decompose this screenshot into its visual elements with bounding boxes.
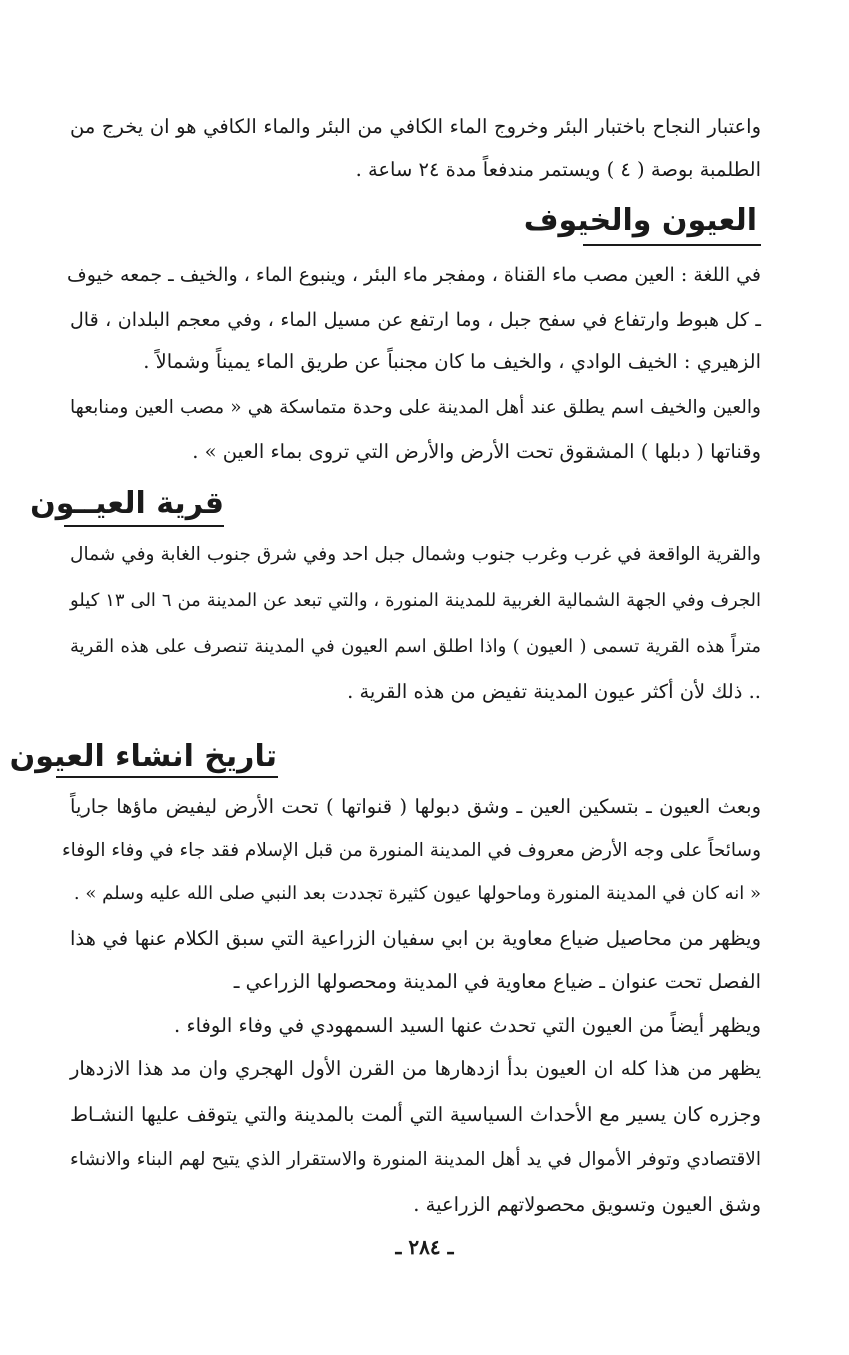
heading-underline <box>583 244 761 246</box>
section-heading-history: تاريخ انشاء العيون <box>9 739 277 774</box>
section1-line-2: ـ كل هبوط وارتفاع في سفح جبل ، وما ارتفع عن مسيل الماء ، وفي معجم البلدان ، قال <box>70 309 761 331</box>
section2-line-4: .. ذلك لأن أكثر عيون المدينة تفيض من هذه القرية . <box>347 680 761 703</box>
section1-line-3: الزهيري : الخيف الوادي ، والخيف ما كان مجنباً عن طريق الماء يميناً وشمالاً . <box>143 350 761 373</box>
section3-line-3: « انه كان في المدينة المنورة وماحولها عيون كثيرة تجددت بعد النبي صلى الله عليه وسلم » . <box>73 883 761 904</box>
section2-line-2: الجرف وفي الجهة الشمالية الغربية للمدينة المنورة ، والتي تبعد عن المدينة من ٦ الى ١٣ كيلو <box>70 590 762 611</box>
intro-line-1: واعتبار النجاح باختبار البئر وخروج الماء الكافي من البئر والماء الكافي هو ان يخرج من <box>70 115 761 138</box>
heading-underline <box>64 525 224 527</box>
page-number: ـ ٢٨٤ ـ <box>395 1235 454 1259</box>
section-heading-springs: العيون والخيوف <box>523 203 757 238</box>
section3-line-8: وجزره كان يسير مع الأحداث السياسية التي ألمت بالمدينة والتي يتوقف عليها النشـاط <box>70 1103 761 1126</box>
section3-line-6: ويظهر أيضاً من العيون التي تحدث عنها السيد السمهودي في وفاء الوفاء . <box>174 1014 761 1037</box>
section1-line-4: والعين والخيف اسم يطلق عند أهل المدينة على وحدة متماسكة هي « مصب العين ومنابعها <box>70 397 761 418</box>
section3-line-2: وسائحاً على وجه الأرض معروف في المدينة المنورة من قبل الإسلام فقد جاء في وفاء الوفاء <box>61 840 761 861</box>
section3-line-9: الاقتصادي وتوفر الأموال في يد أهل المدينة المنورة والاستقرار الذي يتيح لهم البناء والانشاء <box>70 1149 761 1170</box>
intro-line-2: الطلمبة بوصة ( ٤ ) ويستمر مندفعاً مدة ٢٤ ساعة . <box>355 158 761 181</box>
section1-line-1: في اللغة : العين مصب ماء القناة ، ومفجر ماء البئر ، وينبوع الماء ، والخيف ـ جمعه خيوف <box>67 264 761 286</box>
section3-line-4: ويظهر من محاصيل ضياع معاوية بن ابي سفيان الزراعية التي سبق الكلام عنها في هذا <box>70 927 761 950</box>
section3-line-5: الفصل تحت عنوان ـ ضياع معاوية في المدينة ومحصولها الزراعي ـ <box>233 970 761 993</box>
section3-line-1: وبعث العيون ـ بتسكين العين ـ وشق دبولها ( قنواتها ) تحت الأرض ليفيض ماؤها جارياً <box>70 795 761 818</box>
section2-line-1: والقرية الواقعة في غرب وغرب جنوب وشمال جبل احد وفي شرق جنوب الغابة وفي شمال <box>70 544 761 565</box>
heading-underline <box>56 776 278 778</box>
section1-line-5: وقناتها ( دبلها ) المشقوق تحت الأرض والأرض التي تروى بماء العين » . <box>192 440 761 463</box>
section3-line-10: وشق العيون وتسويق محصولاتهم الزراعية . <box>413 1193 761 1216</box>
section-heading-village: قرية العيــون <box>30 486 224 521</box>
section3-line-7: يظهر من هذا كله ان العيون بدأ ازدهارها من القرن الأول الهجري وان مد هذا الازدهار <box>70 1057 761 1080</box>
section2-line-3: متراً هذه القرية تسمى ( العيون ) واذا اطلق اسم العيون في المدينة تنصرف على هذه القرية <box>70 636 761 657</box>
